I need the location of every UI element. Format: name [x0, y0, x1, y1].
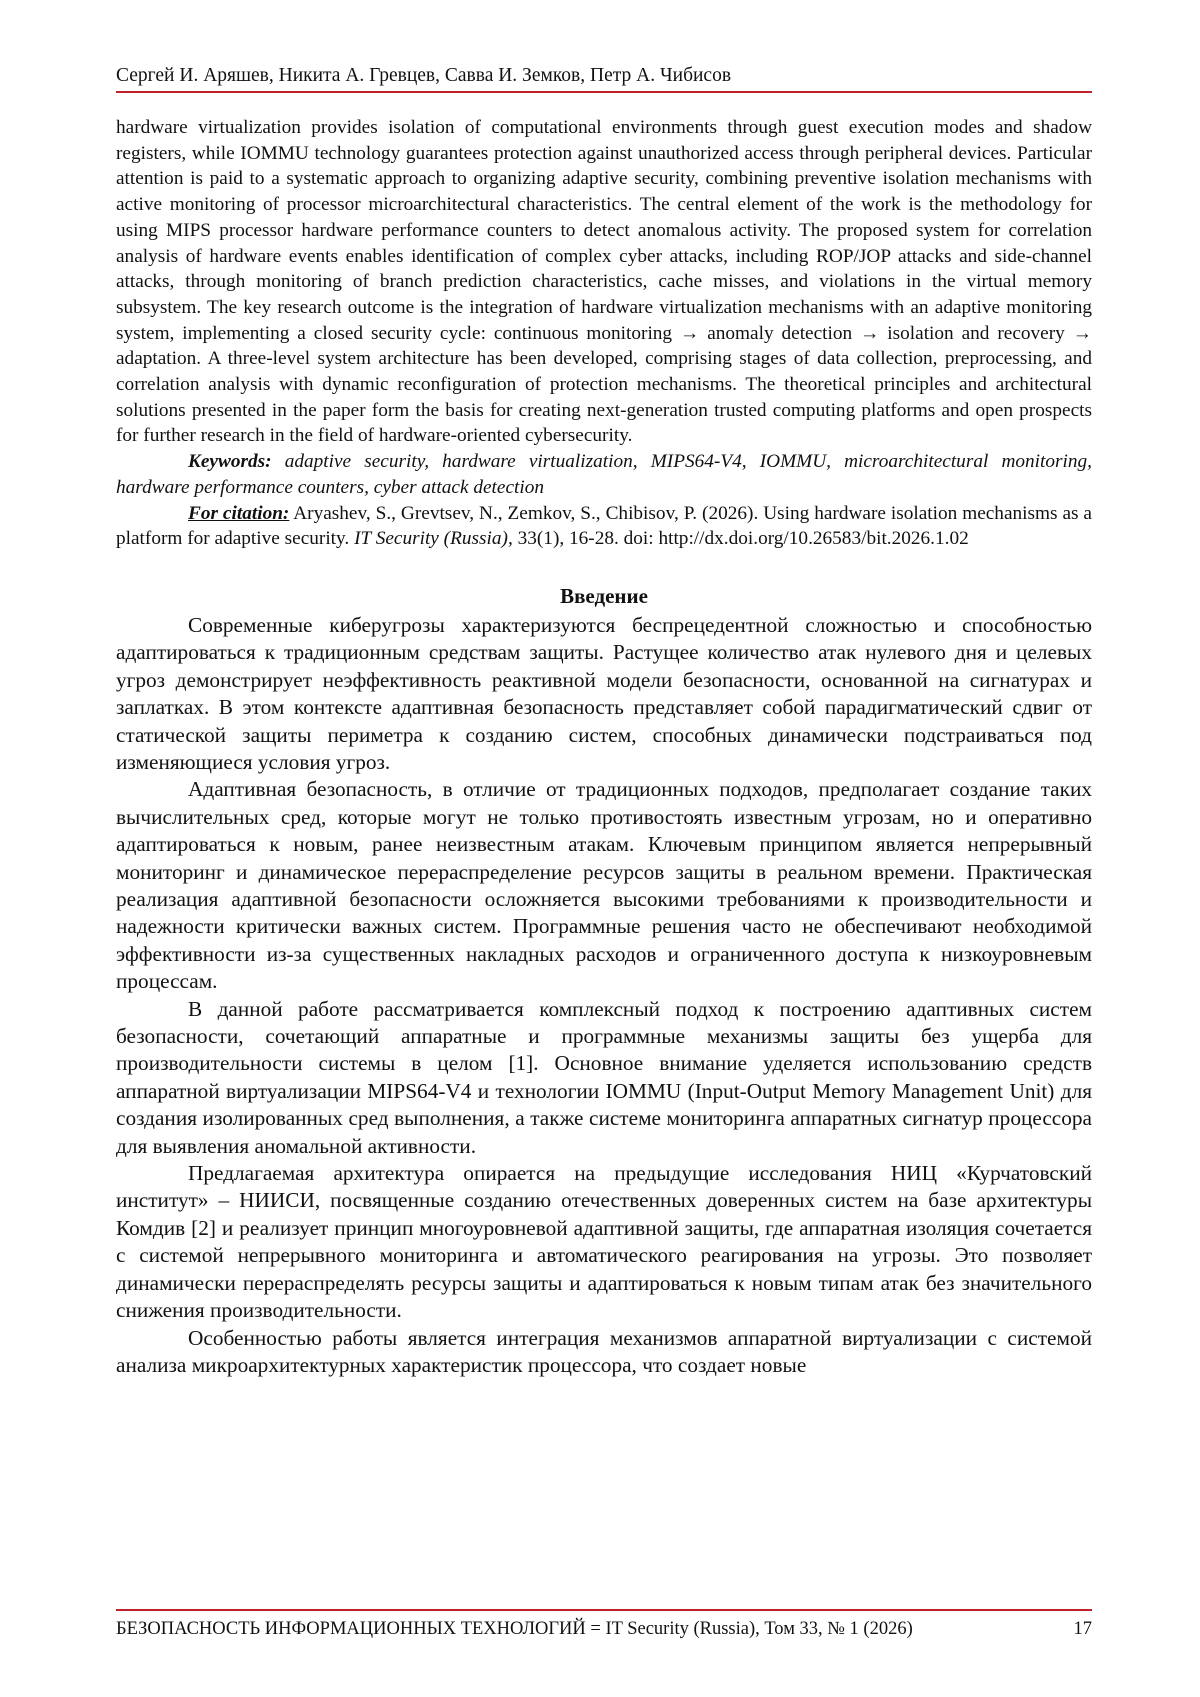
footer-journal-title: БЕЗОПАСНОСТЬ ИНФОРМАЦИОННЫХ ТЕХНОЛОГИЙ = IT Security (Russia), Том 33, № 1 (2026)	[116, 1619, 913, 1639]
citation-tail: 33(1), 16-28. doi: http://dx.doi.org/10.26583/bit.2026.1.02	[512, 528, 969, 550]
intro-paragraph-2: Адаптивная безопасность, в отличие от традиционных подходов, предполагает создание таких вычислительных сред, которые могут не только противостоять известным угрозам, но и оперативно адаптироваться к новым, ранее неизвестным атакам. Ключевым принципом является непрерывный мониторинг и динамическое перераспределение ресурсов защиты в реальном времени. Практическая реализация адаптивной безопасности осложняется высокими требованиями к производительности и надежности критически важных систем. Программные решения часто не обеспечивают необходимой эффективности из-за существенных накладных расходов и ограниченного доступа к низкоуровневым процессам.	[116, 777, 1092, 994]
intro-paragraph-4: Предлагаемая архитектура опирается на предыдущие исследования НИЦ «Курчатовский институт» – НИИСИ, посвященные созданию отечественных доверенных систем на базе архитектуры Комдив [2] и реализует принцип многоуровневой адаптивной защиты, где аппаратная изоляция сочетается с системой непрерывного мониторинга и автоматического реагирования на угрозы. Это позволяет динамически перераспределять ресурсы защиты и адаптироваться к новым типам атак без значительного снижения производительности.	[116, 1161, 1092, 1323]
section-title-introduction: Введение	[560, 583, 648, 608]
introduction-body	[116, 612, 1092, 1379]
citation-text: Aryashev, S., Grevtsev, N., Zemkov, S., Chibisov, P. (2026). Using hardware isolation mechanisms as a platform for adaptive security.	[116, 502, 1092, 550]
intro-paragraph-3: В данной работе рассматривается комплексный подход к построению адаптивных систем безопасности, сочетающий аппаратные и программные механизмы защиты без ущерба для производительности системы в целом [1]. Основное внимание уделяется использованию средств аппаратной виртуализации MIPS64-V4 и технологии IOMMU (Input-Output Memory Management Unit) для создания изолированных сред выполнения, а также системе мониторинга аппаратных сигнатур процессора для выявления аномальной активности.	[116, 996, 1092, 1158]
abstract-block	[116, 115, 1092, 552]
header-divider	[116, 91, 1092, 93]
citation-label: For citation:	[188, 502, 290, 524]
page-content	[116, 115, 1092, 1379]
abstract-text: hardware virtualization provides isolation of computational environments through guest execution modes and shadow registers, while IOMMU technology guarantees protection against unauthorized access through peripheral devices. Particular attention is paid to a systematic approach to organizing adaptive security, combining preventive isolation mechanisms with active monitoring of processor microarchitectural characteristics. The central element of the work is the methodology for using MIPS processor hardware performance counters to detect anomalous activity. The proposed system for correlation analysis of hardware events enables identification of complex cyber attacks, including ROP/JOP attacks and side-channel attacks, through monitoring of branch prediction characteristics, cache misses, and violations in the virtual memory subsystem. The key research outcome is the integration of hardware virtualization mechanisms with an adaptive monitoring system, implementing a closed security cycle: continuous monitoring → anomaly detection → isolation and recovery → adaptation. A three-level system architecture has been developed, comprising stages of data collection, preprocessing, and correlation analysis with dynamic reconfiguration of protection mechanisms. The theoretical principles and architectural solutions presented in the paper form the basis for creating next-generation trusted computing platforms and open prospects for further research in the field of hardware-oriented cybersecurity.	[116, 117, 1092, 447]
intro-paragraph-5: Особенностью работы является интеграция механизмов аппаратной виртуализации с системой анализа микроархитектурных характеристик процессора, что создает новые	[116, 1325, 1092, 1377]
citation-paragraph	[116, 501, 1092, 552]
intro-paragraph-1: Современные киберугрозы характеризуются беспрецедентной сложностью и способностью адаптироваться к традиционным средствам защиты. Растущее количество атак нулевого дня и целевых угроз демонстрирует неэффективность реактивной модели безопасности, основанной на сигнатурах и заплатках. В этом контексте адаптивная безопасность представляет собой парадигматический сдвиг от статической защиты периметра к созданию систем, способных динамически подстраиваться под изменяющиеся условия угроз.	[116, 612, 1092, 774]
footer-divider	[116, 1609, 1092, 1611]
citation-journal: IT Security (Russia),	[354, 528, 513, 550]
keywords-label: Keywords:	[188, 451, 272, 473]
keywords-paragraph	[116, 449, 1092, 500]
running-header-authors: Сергей И. Аряшев, Никита А. Гревцев, Савва И. Земков, Петр А. Чибисов	[116, 65, 732, 86]
keywords-text: adaptive security, hardware virtualization, MIPS64-V4, IOMMU, microarchitectural monitoring, hardware performance counters, cyber attack detection	[116, 451, 1092, 498]
page-number: 17	[1073, 1619, 1092, 1639]
journal-page	[116, 0, 1092, 1697]
